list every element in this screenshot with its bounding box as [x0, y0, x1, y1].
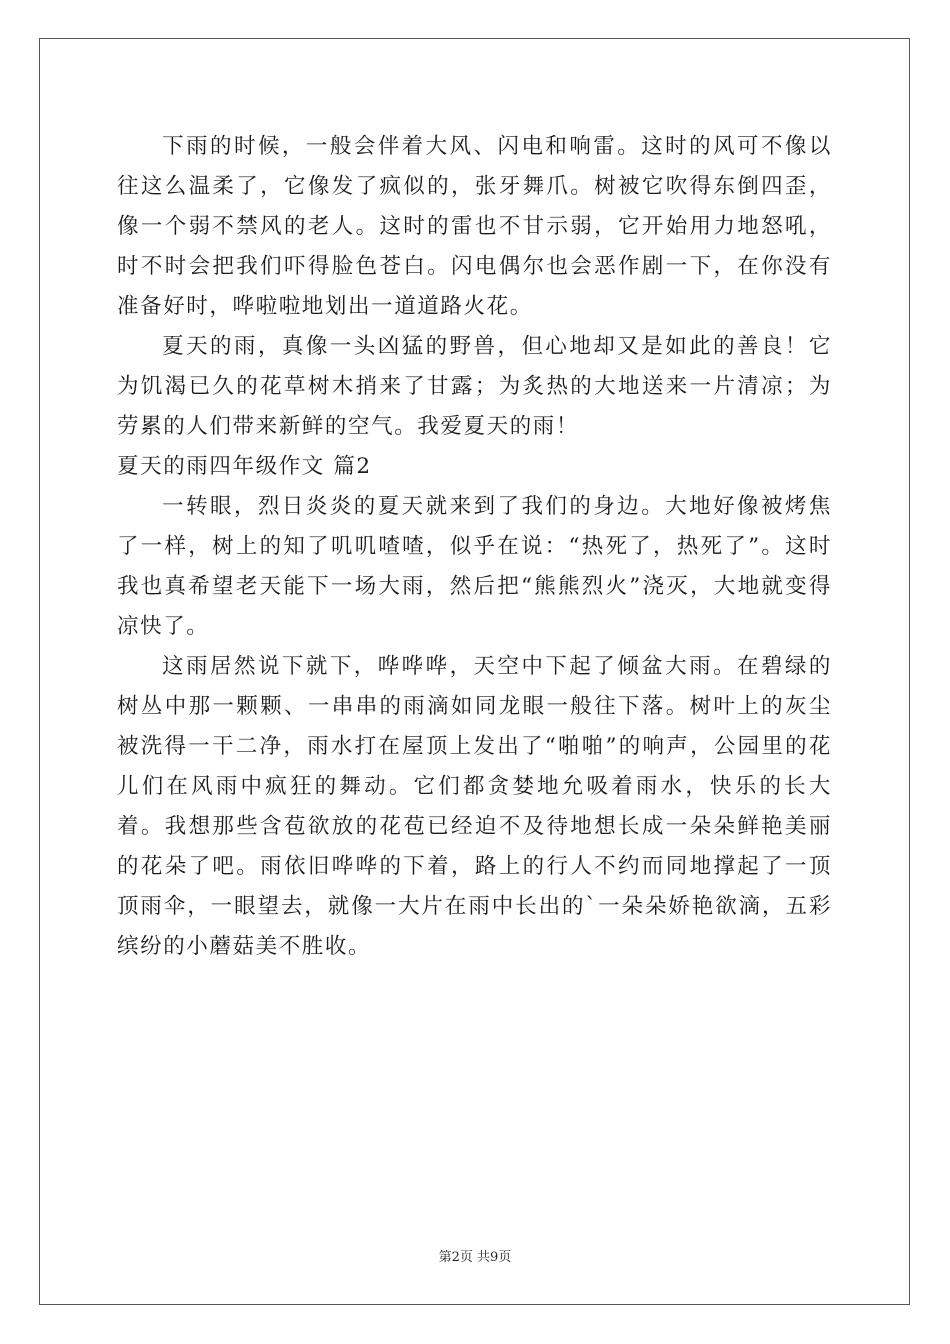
paragraph: 一转眼，烈日炎炎的夏天就来到了我们的身边。大地好像被烤焦了一样，树上的知了叽叽喳喳，似乎在说：“热死了，热死了”。这时我也真希望老天能下一场大雨，然后把“熊熊烈火”浇灭，大地就变得凉快了。 [117, 494, 832, 639]
section-heading: 夏天的雨四年级作文 篇2 [117, 454, 372, 479]
paragraph: 这雨居然说下就下，哗哗哗，天空中下起了倾盆大雨。在碧绿的树丛中那一颗颗、一串串的雨滴如同龙眼一般往下落。树叶上的灰尘被洗得一干二净，雨水打在屋顶上发出了“啪啪”的响声，公园里的花儿们在风雨中疯狂的舞动。它们都贪婪地允吸着雨水，快乐的长大着。我想那些含苞欲放的花苞已经迫不及待地想长成一朵朵鲜艳美丽的花朵了吧。雨依旧哗哗的下着，路上的行人不约而同地撑起了一顶顶雨伞，一眼望去，就像一大片在雨中长出的`一朵朵娇艳欲滴，五彩缤纷的小蘑菇美不胜收。 [117, 654, 832, 959]
page-number: 第2页 共9页 [438, 1250, 512, 1265]
paragraph: 夏天的雨，真像一头凶猛的野兽，但心地却又是如此的善良！它为饥渴已久的花草树木捎来了甘露；为炙热的大地送来一片清凉；为劳累的人们带来新鲜的空气。我爱夏天的雨！ [117, 334, 832, 439]
document-body [117, 127, 832, 967]
paragraph: 下雨的时候，一般会伴着大风、闪电和响雷。这时的风可不像以往这么温柔了，它像发了疯似的，张牙舞爪。树被它吹得东倒四歪，像一个弱不禁风的老人。这时的雷也不甘示弱，它开始用力地怒吼，时不时会把我们吓得脸色苍白。闪电偶尔也会恶作剧一下，在你没有准备好时，哗啦啦地划出一道道路火花。 [117, 134, 832, 319]
